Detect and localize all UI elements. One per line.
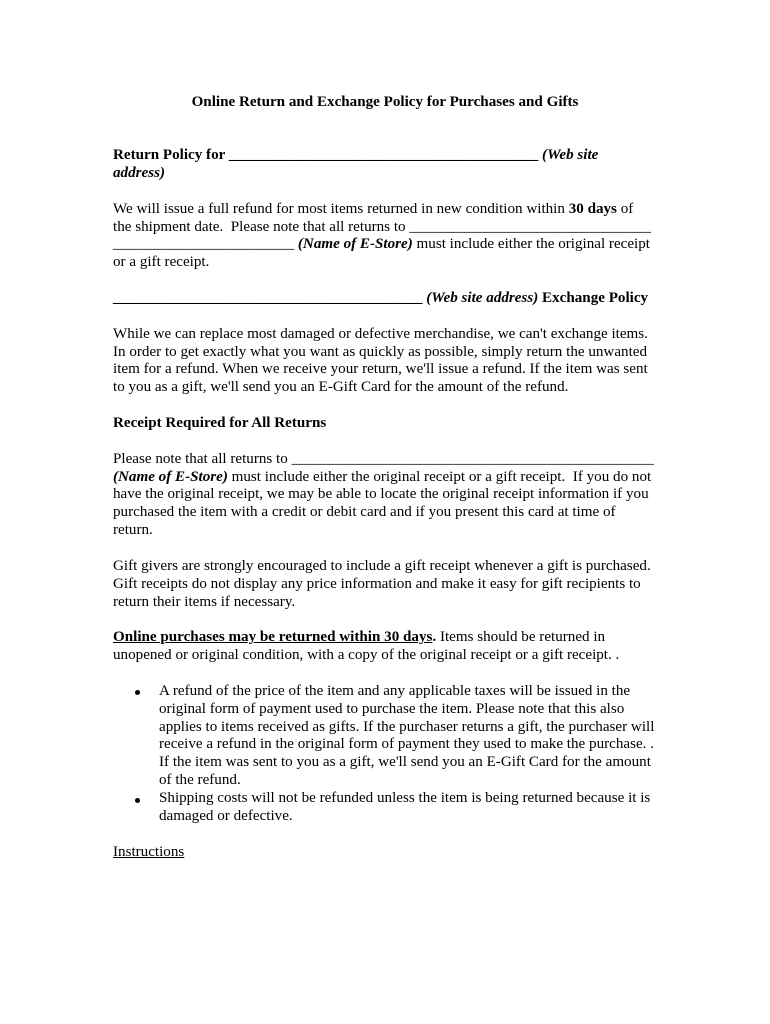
text-line: to you as a gift, we'll send you an E-Gift Card for the amount of the refund.	[113, 379, 569, 396]
text-line: return.	[113, 522, 153, 539]
store-name-blank: ________________________________	[409, 218, 651, 235]
bullet-icon	[135, 798, 140, 803]
return-policy-header	[113, 147, 657, 183]
blank-line	[113, 433, 657, 451]
return-policy-line	[113, 147, 657, 165]
document-title: Online Return and Exchange Policy for Purchases and Gifts	[191, 93, 579, 110]
web-site-address-blank: _________________________________________	[113, 289, 423, 306]
list-item	[113, 683, 657, 790]
refund-period: 30 days	[568, 200, 617, 217]
blank-line	[113, 129, 657, 147]
store-name-hint: (Name of E-Store)	[294, 236, 413, 253]
store-name-hint: (Name of E-Store)	[113, 468, 228, 485]
exchange-policy-paragraph	[113, 326, 657, 397]
refund-bullet-list	[113, 683, 657, 826]
receipt-terms-text: Please note that all returns to	[113, 450, 292, 467]
blank-line	[113, 183, 657, 201]
web-site-address-hint-continued: address)	[113, 164, 165, 181]
blank-line	[113, 540, 657, 558]
store-name-blank: ________________________	[113, 236, 295, 253]
text-line: If the item was sent to you as a gift, we'll send you an E-Gift Card for the amount	[159, 754, 651, 771]
receipt-required-heading: Receipt Required for All Returns	[113, 414, 327, 431]
text-line: While we can replace most damaged or defective merchandise, we can't exchange items.	[113, 325, 648, 342]
store-name-blank: ________________________________________________	[291, 450, 654, 467]
gift-givers-paragraph	[113, 558, 657, 612]
text-line: Gift receipts do not display any price information and make it easy for gift recipients to	[113, 575, 641, 592]
blank-line	[113, 111, 657, 129]
blank-line	[113, 665, 657, 683]
receipt-terms-paragraph	[113, 451, 657, 540]
text-line: Shipping costs will not be refunded unless the item is being returned because it is	[159, 790, 651, 807]
online-purchases-heading: Online purchases may be returned within 30 days	[113, 629, 433, 646]
document-body	[113, 94, 657, 862]
text-line	[113, 469, 657, 487]
online-purchases-text: Items should be returned in	[436, 629, 606, 646]
text-line	[113, 451, 657, 469]
text-line: or a gift receipt.	[113, 254, 210, 271]
text-line: original form of payment used to purchase the item. Please note that this also	[159, 700, 625, 717]
refund-terms-paragraph	[113, 201, 657, 272]
text-line	[113, 201, 657, 219]
text-line: applies to items received as gifts. If the purchaser returns a gift, the purchaser will	[159, 718, 655, 735]
web-site-address-blank: _________________________________________	[228, 147, 539, 164]
receipt-terms-text: must include either the original receipt or a gift receipt. If you do not	[227, 468, 652, 485]
blank-line	[113, 308, 657, 326]
text-line: of the refund.	[159, 772, 241, 789]
return-policy-label: Return Policy for	[113, 147, 229, 164]
text-line	[113, 629, 657, 647]
online-purchases-heading-period: .	[432, 629, 437, 646]
text-line	[113, 219, 657, 237]
web-site-address-hint: (Web site	[538, 147, 599, 164]
web-site-address-hint: (Web site address)	[422, 289, 539, 306]
list-item	[113, 790, 657, 826]
text-line: purchased the item with a credit or debit card and if you present this card at time of	[113, 504, 616, 521]
blank-line	[113, 397, 657, 415]
text-line: item for a refund. When we receive your return, we'll issue a refund. If the item was sent	[113, 361, 648, 378]
exchange-policy-heading	[113, 290, 657, 308]
text-line: unopened or original condition, with a copy of the original receipt or a gift receipt. .	[113, 647, 620, 664]
exchange-policy-label: Exchange Policy	[538, 289, 649, 306]
text-line: have the original receipt, we may be able to locate the original receipt information if you	[113, 486, 649, 503]
text-line	[113, 236, 657, 254]
refund-terms-text: We will issue a full refund for most items returned in new condition within	[113, 200, 569, 217]
text-line: In order to get exactly what you want as quickly as possible, simply return the unwanted	[113, 343, 648, 360]
refund-terms-text: the shipment date. Please note that all returns to	[113, 218, 410, 235]
blank-line	[113, 272, 657, 290]
online-purchases-paragraph	[113, 629, 657, 665]
text-line: Gift givers are strongly encouraged to include a gift receipt whenever a gift is purchased.	[113, 557, 651, 574]
text-line: A refund of the price of the item and any applicable taxes will be issued in the	[159, 682, 631, 699]
refund-terms-text: must include either the original receipt	[412, 236, 650, 253]
blank-line	[113, 826, 657, 844]
bullet-icon	[135, 690, 140, 695]
text-line: damaged or defective.	[159, 807, 293, 824]
text-line: return their items if necessary.	[113, 593, 296, 610]
blank-line	[113, 611, 657, 629]
refund-terms-text: of	[616, 200, 634, 217]
text-line: receive a refund in the original form of payment they used to make the purchase. .	[159, 736, 654, 753]
instructions-heading: Instructions	[113, 843, 185, 860]
